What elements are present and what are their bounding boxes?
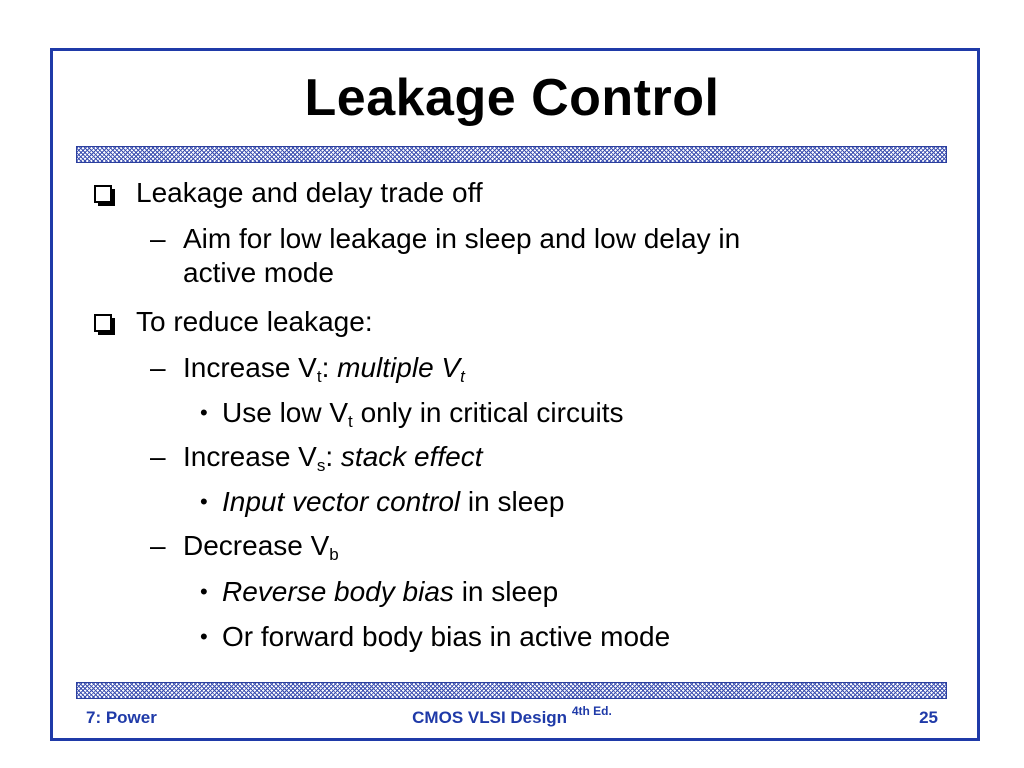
dash-bullet-icon: –	[150, 441, 166, 472]
subscript: t	[348, 412, 353, 431]
footer-edition: 4th Ed.	[571, 704, 612, 718]
bullet-2-sub-3	[183, 529, 339, 563]
italic-term: Reverse body bias	[222, 576, 454, 607]
bullet-1-sub-1-line-1: Aim for low leakage in sleep and low delay in	[183, 223, 741, 254]
text-segment: Use low V	[222, 397, 349, 428]
checkbox-bullet-icon	[94, 185, 112, 203]
dot-bullet-icon: •	[200, 400, 208, 425]
text-segment: Increase V	[183, 352, 317, 383]
checkbox-bullet-icon	[94, 314, 112, 332]
slide-title: Leakage Control	[304, 69, 720, 127]
subscript: b	[329, 545, 339, 564]
footer-page-number: 25	[919, 708, 938, 727]
bullet-2-sub-2-item-1	[222, 485, 564, 519]
bullet-2-sub-3-item-1	[222, 575, 558, 609]
text-segment: only in critical circuits	[360, 397, 624, 428]
text-segment: Decrease V	[183, 530, 330, 561]
text-segment: in sleep	[461, 576, 559, 607]
subscript: t	[460, 367, 465, 386]
text-segment: :	[321, 352, 330, 383]
dot-bullet-icon: •	[200, 579, 208, 604]
footer-course	[0, 704, 1024, 728]
text-segment: in sleep	[467, 486, 565, 517]
footer-chapter: 7: Power	[86, 708, 157, 727]
bullet-2-sub-1-item-1	[222, 396, 624, 430]
text-segment: Increase V	[183, 441, 317, 472]
dot-bullet-icon: •	[200, 624, 208, 649]
footer-course-title: CMOS VLSI Design	[412, 708, 568, 727]
text-segment: :	[325, 441, 334, 472]
italic-term: Input vector control	[222, 486, 461, 517]
dash-bullet-icon: –	[150, 223, 166, 254]
subscript: t	[316, 367, 322, 386]
bullet-1: Leakage and delay trade off	[136, 177, 483, 208]
dash-bullet-icon: –	[150, 530, 166, 561]
bullet-2: To reduce leakage:	[136, 306, 373, 337]
italic-term: multiple V	[337, 352, 461, 383]
bullet-2-sub-2	[183, 440, 483, 474]
bottom-divider	[76, 682, 947, 699]
bullet-1-sub-1-line-2: active mode	[183, 257, 334, 288]
subscript: s	[316, 456, 326, 475]
dot-bullet-icon: •	[200, 489, 208, 514]
bullet-2-sub-3-item-2: Or forward body bias in active mode	[222, 621, 671, 652]
bullet-2-sub-1	[183, 351, 465, 385]
dash-bullet-icon: –	[150, 352, 166, 383]
italic-term: stack effect	[340, 441, 483, 472]
